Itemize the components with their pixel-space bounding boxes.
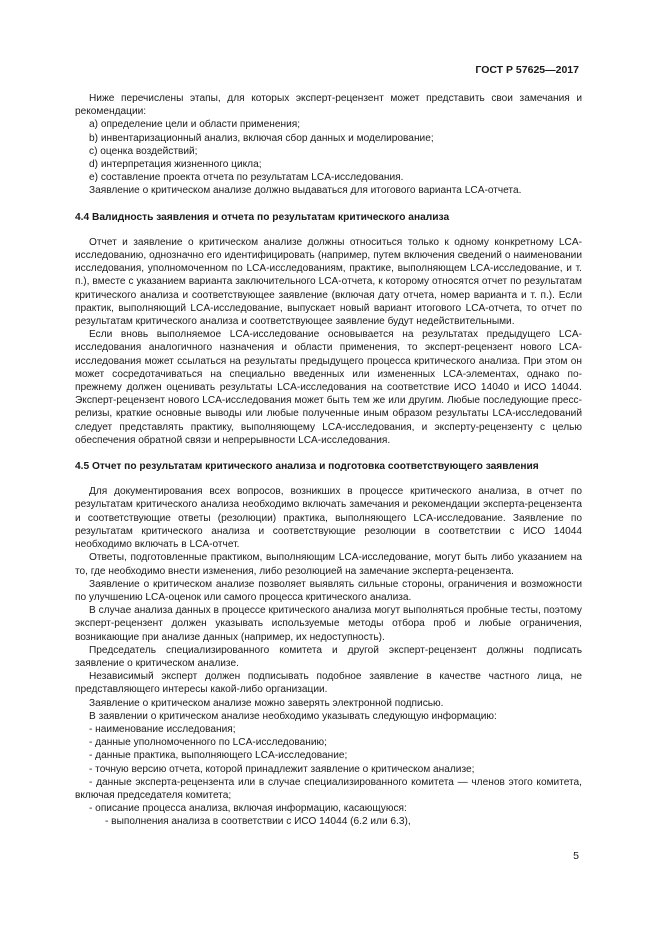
paragraph: В заявлении о критическом анализе необходимо указывать следующую информацию: bbox=[89, 710, 497, 722]
paragraph: Заявление о критическом анализе позволяет выявлять сильные стороны, ограничения и возможности по улучшению LCA-оценок или самого процесса критического анализа. bbox=[75, 578, 582, 603]
page-content bbox=[75, 92, 582, 829]
paragraph: Заявление о критическом анализе можно заверять электронной подписью. bbox=[89, 697, 444, 709]
list-item: - точную версию отчета, которой принадлежит заявление о критическом анализе; bbox=[89, 763, 475, 775]
paragraph: В случае анализа данных в процессе критического анализа могут выполняться пробные тесты, поэтому эксперт-рецензент должен указывать используемые методы отбора проб и любые ограничения, возникающие при анализе данных (например, их недоступность). bbox=[75, 605, 582, 643]
list-item: b) инвентаризационный анализ, включая сбор данных и моделирование; bbox=[89, 132, 434, 144]
section-heading-4-4: 4.4 Валидность заявления и отчета по результатам критического анализа bbox=[75, 211, 450, 223]
list-item: - наименование исследования; bbox=[89, 723, 236, 735]
list-item: - описание процесса анализа, включая информацию, касающуюся: bbox=[89, 803, 407, 815]
list-item: а) определение цели и области применения; bbox=[89, 119, 301, 131]
page-number: 5 bbox=[573, 850, 579, 862]
paragraph: Независимый эксперт должен подписывать подобное заявление в качестве частного лица, не представляющего интересы какой-либо организации. bbox=[75, 671, 582, 696]
section-heading-4-5: 4.5 Отчет по результатам критического анализа и подготовка соответствующего заявления bbox=[75, 461, 539, 473]
list-item: - данные практика, выполняющего LCA-исследование; bbox=[89, 750, 348, 762]
paragraph: Ответы, подготовленные практиком, выполняющим LCA-исследование, могут быть либо указанием на то, где необходимо внести изменения, либо резолюцией на замечание эксперта-рецензента. bbox=[75, 552, 582, 577]
list-item: е) составление проекта отчета по результатам LCA-исследования. bbox=[89, 172, 404, 184]
paragraph: Для документирования всех вопросов, возникших в процессе критического анализа, в отчет по результатам критического анализа необходимо включать замечания и рекомендации эксперта-рецензента и соответствующие ответы (резолюции) практика, выполняющего LCA-исследование. Заявление по результатам критического анализа и соответствующие резолюции в соответствии с ИСО 14044 необходимо включать в LCA-отчет. bbox=[75, 486, 582, 551]
list-item: - данные уполномоченного по LCA-исследованию; bbox=[89, 737, 327, 749]
intro-closing: Заявление о критическом анализе должно выдаваться для итогового варианта LCA-отчета. bbox=[89, 185, 522, 197]
list-item: c) оценка воздействий; bbox=[89, 145, 198, 157]
list-item: d) интерпретация жизненного цикла; bbox=[89, 159, 262, 171]
paragraph: Отчет и заявление о критическом анализе должны относиться только к одному конкретному LCA-исследованию, однозначно его идентифицировать (например, путем включения сведений о наименовании исследования, уполномоченном по LCA-исследованиям, практике, выполняющем LCA-исследование, и т. п.), вместе с указанием варианта заключительного LCA-отчета, к которому относятся отчет по результатам критического анализа и соответствующее заявление (включая дату отчета, номер варианта и т. п.). Если практик, выполняющий LCA-исследование, выпускает новый вариант итогового LCA-отчета, то отчет по результатам критического анализа и соответствующее заявление будут недействительными. bbox=[75, 236, 582, 328]
paragraph: Председатель специализированного комитета и другой эксперт-рецензент должны подписать заявление о критическом анализе. bbox=[75, 644, 582, 669]
document-id-header: ГОСТ Р 57625—2017 bbox=[475, 64, 579, 76]
list-item: - данные эксперта-рецензента или в случае специализированного комитета — членов этого комитета, включая председателя комитета; bbox=[75, 776, 582, 801]
intro-lead: Ниже перечислены этапы, для которых эксперт-рецензент может представить свои замечания и рекомендации: bbox=[75, 93, 582, 118]
paragraph: Если вновь выполняемое LCA-исследование основывается на результатах предыдущего LCA-исследования аналогичного назначения и области применения, то эксперт-рецензент нового LCA-исследования может ссылаться на результаты предыдущего процесса критического анализа. При этом он может сосредотачиваться на специально введенных или измененных LCA-элементах, однако по-прежнему должен оценивать результаты LCA-исследования на соответствие ИСО 14040 и ИСО 14044. Эксперт-рецензент нового LCA-исследования может быть тем же или другим. Любые последующие пресс-релизы, краткие основные выводы или любые полученные иным образом результаты LCA-исследований следует представлять практику, выполняющему LCA-исследования, и эксперту-рецензенту с целью обеспечения обратной связи и непрерывности LCA-исследования. bbox=[75, 329, 582, 446]
list-subitem: - выполнения анализа в соответствии с ИСО 14044 (6.2 или 6.3), bbox=[105, 816, 411, 828]
